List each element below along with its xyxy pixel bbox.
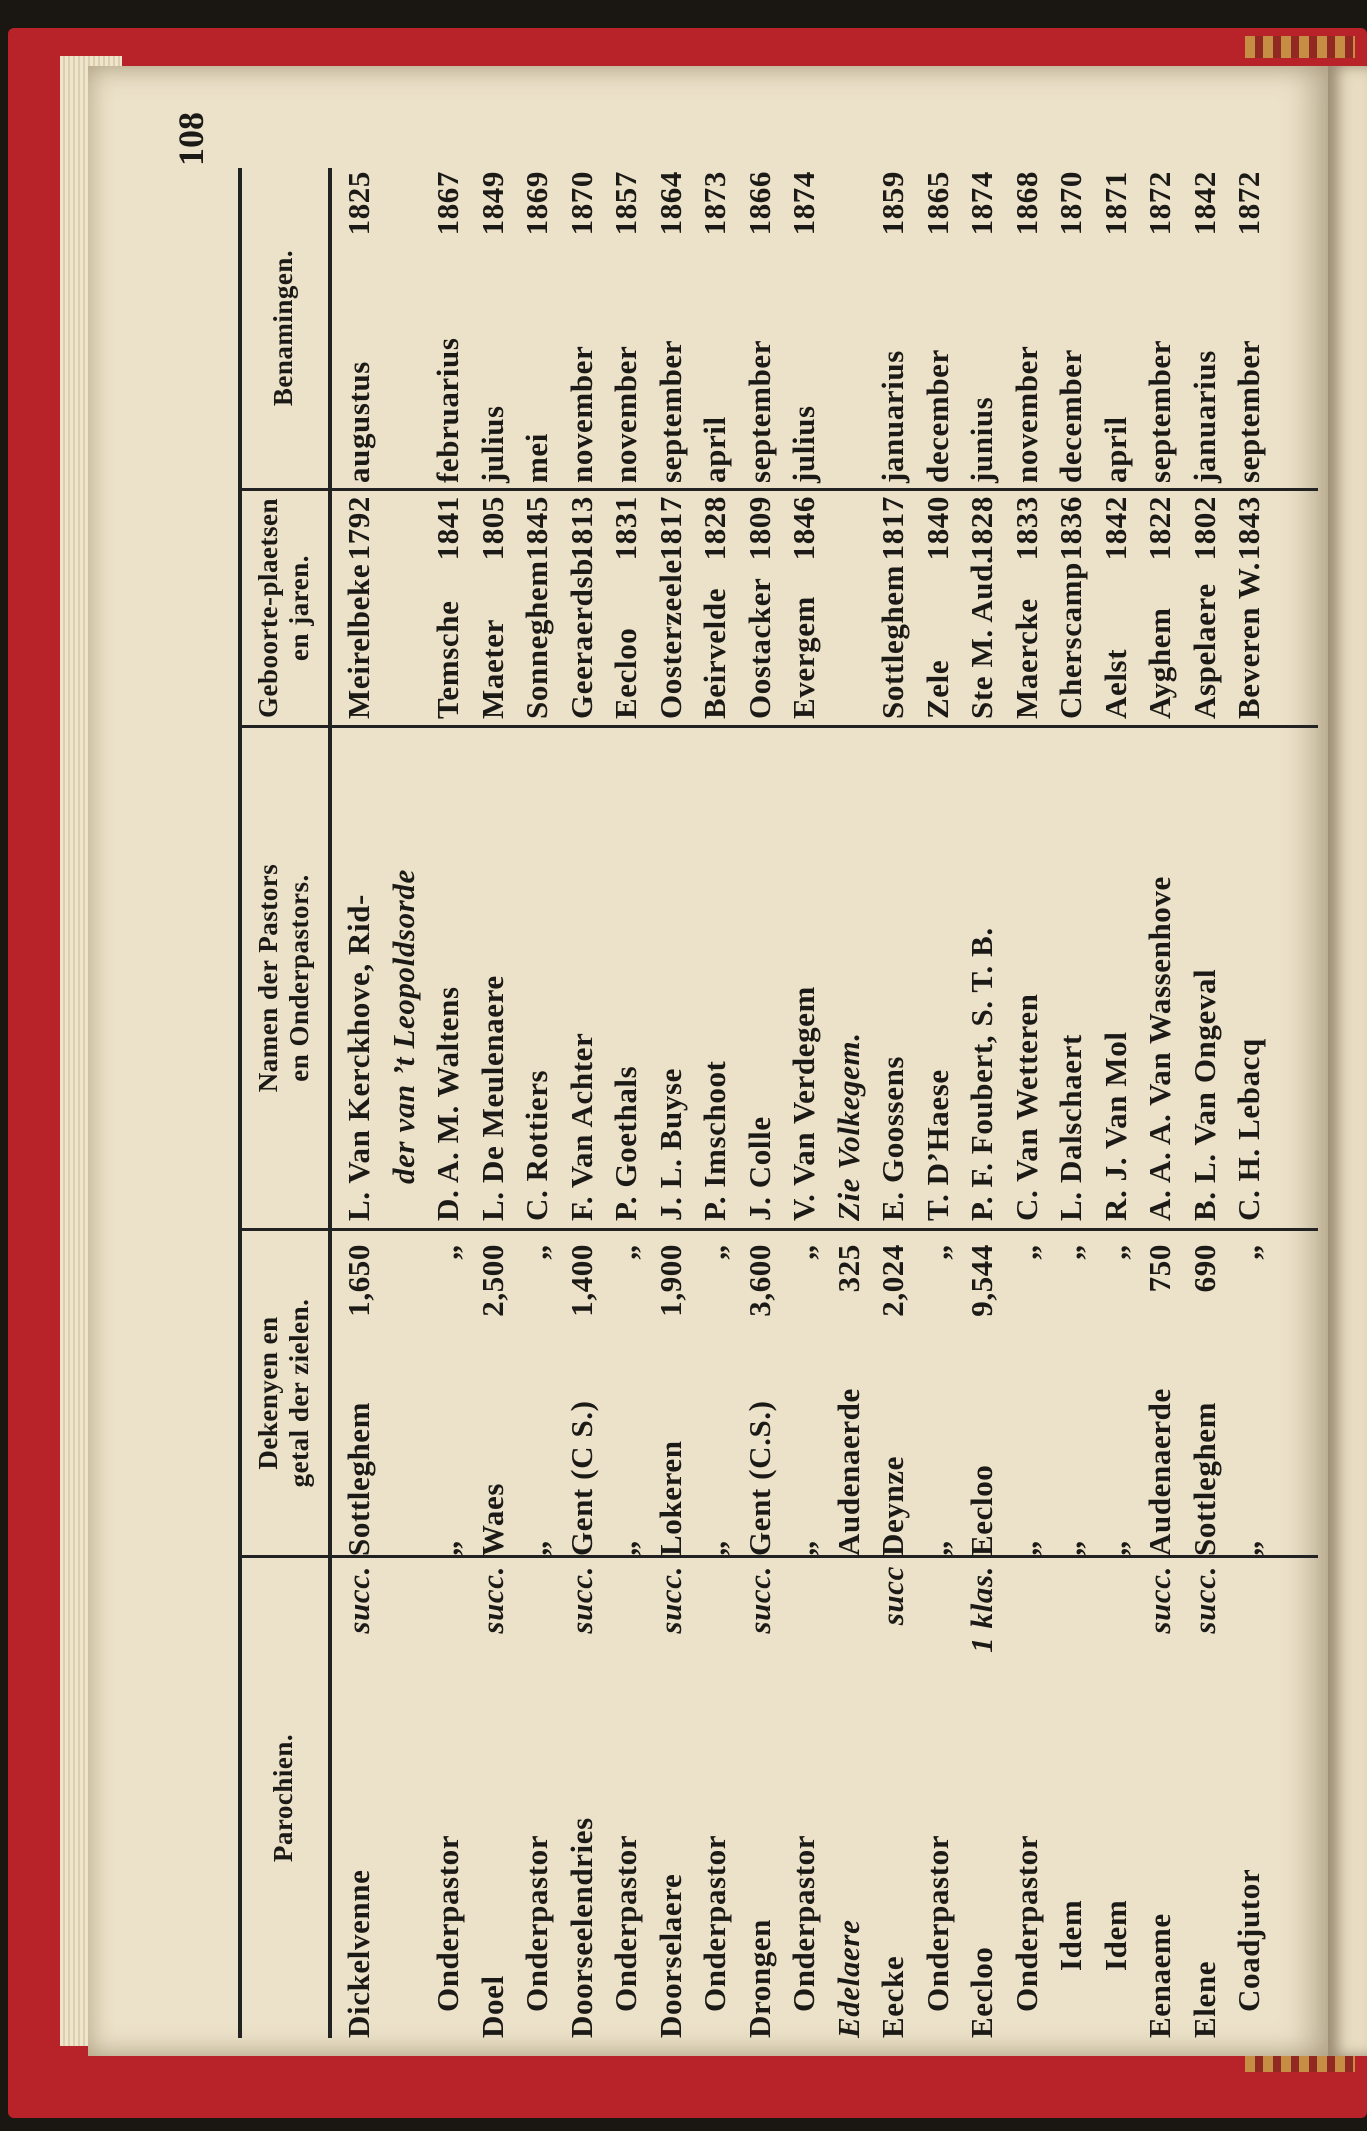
table-row bbox=[963, 66, 1000, 2056]
soul-count: 9,544 bbox=[964, 1244, 999, 1317]
deanery: Deynze bbox=[875, 1455, 910, 1556]
birthplace: Evergem bbox=[786, 596, 821, 719]
birthplace: Ste M. Aud. bbox=[964, 555, 999, 719]
header-parochien: Parochien. bbox=[268, 1733, 298, 1863]
pastor-name: C. Van Wetteren bbox=[1008, 993, 1044, 1221]
deanery: „ bbox=[1053, 1539, 1088, 1556]
table-top-rule bbox=[238, 168, 242, 2038]
header-bottom-rule bbox=[328, 168, 332, 2038]
table-row bbox=[1141, 66, 1178, 2056]
appointment-month: november bbox=[608, 345, 643, 483]
pastor-name: J. L. Buyse bbox=[652, 1067, 688, 1221]
birthplace: Maercke bbox=[1008, 598, 1044, 719]
appointment-year: 1868 bbox=[1008, 171, 1044, 236]
table-row bbox=[474, 66, 511, 2056]
table-row bbox=[830, 66, 867, 2056]
table-row bbox=[652, 66, 689, 2056]
pastor-name: Zie Volkegem. bbox=[830, 1032, 866, 1221]
pastor-name: L. Dalschaert bbox=[1053, 1034, 1088, 1221]
appointment-month: november bbox=[563, 345, 599, 483]
header-geboorte: Geboorte-plaetsen en jaren. bbox=[253, 498, 314, 718]
appointment-month: mei bbox=[519, 433, 554, 483]
birth-year: 1845 bbox=[519, 496, 554, 561]
deanery: Waes bbox=[474, 1482, 510, 1556]
appointment-year: 1872 bbox=[1231, 171, 1266, 236]
appointment-year: 1874 bbox=[786, 171, 821, 236]
parish-name: Doorseelendries bbox=[563, 1817, 599, 2038]
birth-year: 1809 bbox=[741, 496, 777, 561]
appointment-year: 1873 bbox=[697, 171, 732, 236]
birth-year: 1813 bbox=[563, 496, 599, 561]
table-row bbox=[919, 66, 956, 2056]
pastor-name: V. Van Verdegem bbox=[786, 986, 821, 1221]
parish-name: Elene bbox=[1186, 1960, 1222, 2038]
deanery: Lokeren bbox=[652, 1440, 688, 1556]
appointment-month: april bbox=[697, 416, 732, 483]
deanery: „ bbox=[697, 1539, 732, 1556]
birth-year: 1822 bbox=[1142, 496, 1177, 561]
parish-class: succ. bbox=[474, 1566, 510, 1634]
soul-count: „ bbox=[608, 1244, 643, 1261]
pastor-name: P. Imschoot bbox=[697, 1060, 732, 1221]
deanery: „ bbox=[430, 1539, 465, 1556]
deanery: „ bbox=[519, 1539, 554, 1556]
pastor-name: T. D’Haese bbox=[919, 1069, 955, 1221]
parish-class: succ. bbox=[563, 1566, 599, 1634]
appointment-month: augustus bbox=[341, 361, 376, 483]
facing-page-edge bbox=[1328, 66, 1367, 2056]
birth-year: 1817 bbox=[652, 496, 688, 561]
table-row bbox=[385, 66, 422, 2056]
table-row bbox=[741, 66, 778, 2056]
pastor-name: F. Van Achter bbox=[563, 1032, 599, 1221]
book-page bbox=[88, 66, 1328, 2056]
birth-year: 1831 bbox=[608, 496, 643, 561]
rotated-table-content bbox=[88, 66, 1328, 2056]
parish-name: Doorselaere bbox=[652, 1873, 688, 2038]
birthplace: Maeter bbox=[474, 619, 510, 719]
birthplace: Temsche bbox=[430, 600, 465, 719]
table-row bbox=[429, 66, 466, 2056]
header-namen: Namen der Pastors en Onderpastors. bbox=[253, 863, 314, 1093]
birth-year: 1792 bbox=[341, 496, 376, 561]
deanery: „ bbox=[1231, 1539, 1266, 1556]
deanery: „ bbox=[1097, 1539, 1133, 1556]
parish-class: succ. bbox=[1142, 1566, 1177, 1634]
pastor-name: D. A. M. Waltens bbox=[430, 986, 465, 1221]
parish-class: succ. bbox=[341, 1566, 376, 1634]
birth-year: 1828 bbox=[964, 496, 999, 561]
pastor-name: L. De Meulenaere bbox=[474, 975, 510, 1221]
page-number: 108 bbox=[171, 112, 211, 166]
pastor-name: der van ’t Leopoldsorde bbox=[385, 869, 421, 1184]
appointment-year: 1825 bbox=[341, 171, 376, 236]
soul-count: 1,900 bbox=[652, 1244, 688, 1317]
pastor-name: P. Goethals bbox=[608, 1065, 643, 1221]
parish-class: succ bbox=[875, 1566, 910, 1626]
table-row bbox=[874, 66, 911, 2056]
appointment-month: september bbox=[741, 339, 777, 483]
pastor-name: B. L. Van Ongeval bbox=[1186, 968, 1222, 1221]
appointment-year: 1864 bbox=[652, 171, 688, 236]
parish-name: Onderpastor bbox=[519, 1834, 554, 2012]
appointment-month: januarius bbox=[1186, 350, 1222, 483]
parish-name: Drongen bbox=[741, 1918, 777, 2038]
birth-year: 1841 bbox=[430, 496, 465, 561]
birth-year: 1802 bbox=[1186, 496, 1222, 561]
birthplace: Oostacker bbox=[741, 577, 777, 719]
soul-count: „ bbox=[1053, 1244, 1088, 1261]
table-row bbox=[696, 66, 733, 2056]
parish-class: succ. bbox=[652, 1566, 688, 1634]
table-row bbox=[1186, 66, 1223, 2056]
appointment-year: 1857 bbox=[608, 171, 643, 236]
table-row bbox=[1052, 66, 1089, 2056]
deanery: Sottleghem bbox=[1186, 1401, 1222, 1556]
birthplace: Sottleghem bbox=[875, 564, 910, 719]
birthplace: Eecloo bbox=[608, 627, 643, 719]
deanery: „ bbox=[1008, 1539, 1044, 1556]
parish-name: Idem bbox=[1097, 1899, 1133, 1971]
soul-count: „ bbox=[1008, 1244, 1044, 1261]
appointment-month: december bbox=[1053, 349, 1088, 483]
parish-name: Dickelvenne bbox=[341, 1869, 376, 2038]
soul-count: 1,650 bbox=[341, 1244, 376, 1317]
birthplace: Cherscamp bbox=[1053, 562, 1088, 719]
soul-count: 2,500 bbox=[474, 1244, 510, 1317]
birthplace: Aelst bbox=[1097, 648, 1133, 719]
deanery: Gent (C.S.) bbox=[741, 1400, 777, 1556]
appointment-year: 1874 bbox=[964, 171, 999, 236]
appointment-year: 1842 bbox=[1186, 171, 1222, 236]
soul-count: 325 bbox=[830, 1244, 866, 1293]
table-row bbox=[1008, 66, 1045, 2056]
parish-name: Onderpastor bbox=[430, 1834, 465, 2012]
soul-count: 2,024 bbox=[875, 1244, 910, 1317]
appointment-year: 1866 bbox=[741, 171, 777, 236]
pastor-name: L. Van Kerckhove, Rid- bbox=[341, 894, 376, 1221]
appointment-month: julius bbox=[474, 405, 510, 483]
soul-count: 690 bbox=[1186, 1244, 1222, 1293]
appointment-year: 1870 bbox=[563, 171, 599, 236]
appointment-month: april bbox=[1097, 416, 1133, 483]
appointment-year: 1865 bbox=[919, 171, 955, 236]
soul-count: 3,600 bbox=[741, 1244, 777, 1317]
birth-year: 1842 bbox=[1097, 496, 1133, 561]
appointment-year: 1870 bbox=[1053, 171, 1088, 236]
birthplace: Beirvelde bbox=[697, 587, 732, 719]
appointment-month: junius bbox=[964, 396, 999, 483]
header-dekenyen: Dekenyen en getal der zielen. bbox=[253, 1298, 314, 1488]
parish-name: Eecloo bbox=[964, 1946, 999, 2038]
pastor-name: E. Goossens bbox=[875, 1055, 910, 1221]
appointment-year: 1849 bbox=[474, 171, 510, 236]
parish-name: Edelaere bbox=[830, 1919, 866, 2038]
parish-name: Coadjutor bbox=[1231, 1868, 1266, 2012]
deanery: „ bbox=[919, 1539, 955, 1556]
birthplace: Oosterzeele bbox=[652, 559, 688, 719]
birth-year: 1828 bbox=[697, 496, 732, 561]
birth-year: 1836 bbox=[1053, 496, 1088, 561]
parish-name: Onderpastor bbox=[1008, 1834, 1044, 2012]
pastor-name: A. A. A. Van Wassenhove bbox=[1142, 876, 1177, 1221]
deanery: Audenaerde bbox=[830, 1388, 866, 1556]
soul-count: „ bbox=[519, 1244, 554, 1261]
appointment-month: januarius bbox=[875, 350, 910, 483]
birthplace: Beveren W. bbox=[1231, 562, 1266, 719]
appointment-month: september bbox=[1142, 339, 1177, 483]
birthplace: Aspelaere bbox=[1186, 583, 1222, 719]
parish-name: Onderpastor bbox=[786, 1834, 821, 2012]
deanery: Audenaerde bbox=[1142, 1388, 1177, 1556]
deanery: „ bbox=[786, 1539, 821, 1556]
appointment-month: december bbox=[919, 349, 955, 483]
soul-count: „ bbox=[786, 1244, 821, 1261]
parish-name: Eenaeme bbox=[1142, 1913, 1177, 2038]
birth-year: 1846 bbox=[786, 496, 821, 561]
gilt-tooling-top bbox=[1245, 36, 1355, 58]
soul-count: „ bbox=[1231, 1244, 1266, 1261]
table-row bbox=[785, 66, 822, 2056]
parish-name: Onderpastor bbox=[697, 1834, 732, 2012]
appointment-year: 1867 bbox=[430, 171, 465, 236]
soul-count: „ bbox=[697, 1244, 732, 1261]
birthplace: Geeraerdsb. bbox=[563, 549, 599, 719]
table-row bbox=[563, 66, 600, 2056]
parish-name: Doel bbox=[474, 1975, 510, 2038]
deanery: „ bbox=[608, 1539, 643, 1556]
deanery: Eecloo bbox=[964, 1464, 999, 1556]
birth-year: 1833 bbox=[1008, 496, 1044, 561]
table-row bbox=[1230, 66, 1267, 2056]
table-row bbox=[518, 66, 555, 2056]
appointment-year: 1872 bbox=[1142, 171, 1177, 236]
appointment-year: 1869 bbox=[519, 171, 554, 236]
birthplace: Sonneghem bbox=[519, 560, 554, 719]
birth-year: 1843 bbox=[1231, 496, 1266, 561]
parish-name: Onderpastor bbox=[608, 1834, 643, 2012]
parish-name: Eecke bbox=[875, 1955, 910, 2038]
parish-name: Idem bbox=[1053, 1899, 1088, 1971]
deanery: Sottleghem bbox=[341, 1401, 376, 1556]
appointment-month: september bbox=[1231, 339, 1266, 483]
soul-count: 750 bbox=[1142, 1244, 1177, 1293]
pastor-name: J. Colle bbox=[741, 1116, 777, 1221]
birth-year: 1817 bbox=[875, 496, 910, 561]
pastor-name: C. Rottiers bbox=[519, 1069, 554, 1221]
appointment-month: februarius bbox=[430, 337, 465, 483]
soul-count: „ bbox=[430, 1244, 465, 1261]
deanery: Gent (C S.) bbox=[563, 1400, 599, 1556]
table-row bbox=[340, 66, 377, 2056]
pastor-name: C. H. Lebacq bbox=[1231, 1038, 1266, 1221]
birthplace: Meirelbeke bbox=[341, 563, 376, 719]
parish-class: succ. bbox=[1186, 1566, 1222, 1634]
table-row bbox=[607, 66, 644, 2056]
soul-count: „ bbox=[919, 1244, 955, 1261]
table-row bbox=[1097, 66, 1134, 2056]
header-benamingen: Benamingen. bbox=[268, 249, 298, 407]
appointment-month: julius bbox=[786, 405, 821, 483]
birthplace: Ayghem bbox=[1142, 607, 1177, 719]
parish-class: 1 klas. bbox=[964, 1566, 999, 1653]
appointment-year: 1859 bbox=[875, 171, 910, 236]
soul-count: 1,400 bbox=[563, 1244, 599, 1317]
appointment-month: november bbox=[1008, 345, 1044, 483]
birth-year: 1840 bbox=[919, 496, 955, 561]
pastor-name: P. F. Foubert, S. T. B. bbox=[964, 927, 999, 1221]
pastor-name: R. J. Van Mol bbox=[1097, 1031, 1133, 1221]
birth-year: 1805 bbox=[474, 496, 510, 561]
soul-count: „ bbox=[1097, 1244, 1133, 1261]
parish-class: succ. bbox=[741, 1566, 777, 1634]
appointment-month: september bbox=[652, 339, 688, 483]
appointment-year: 1871 bbox=[1097, 171, 1133, 236]
birthplace: Zele bbox=[919, 659, 955, 719]
parish-name: Onderpastor bbox=[919, 1834, 955, 2012]
